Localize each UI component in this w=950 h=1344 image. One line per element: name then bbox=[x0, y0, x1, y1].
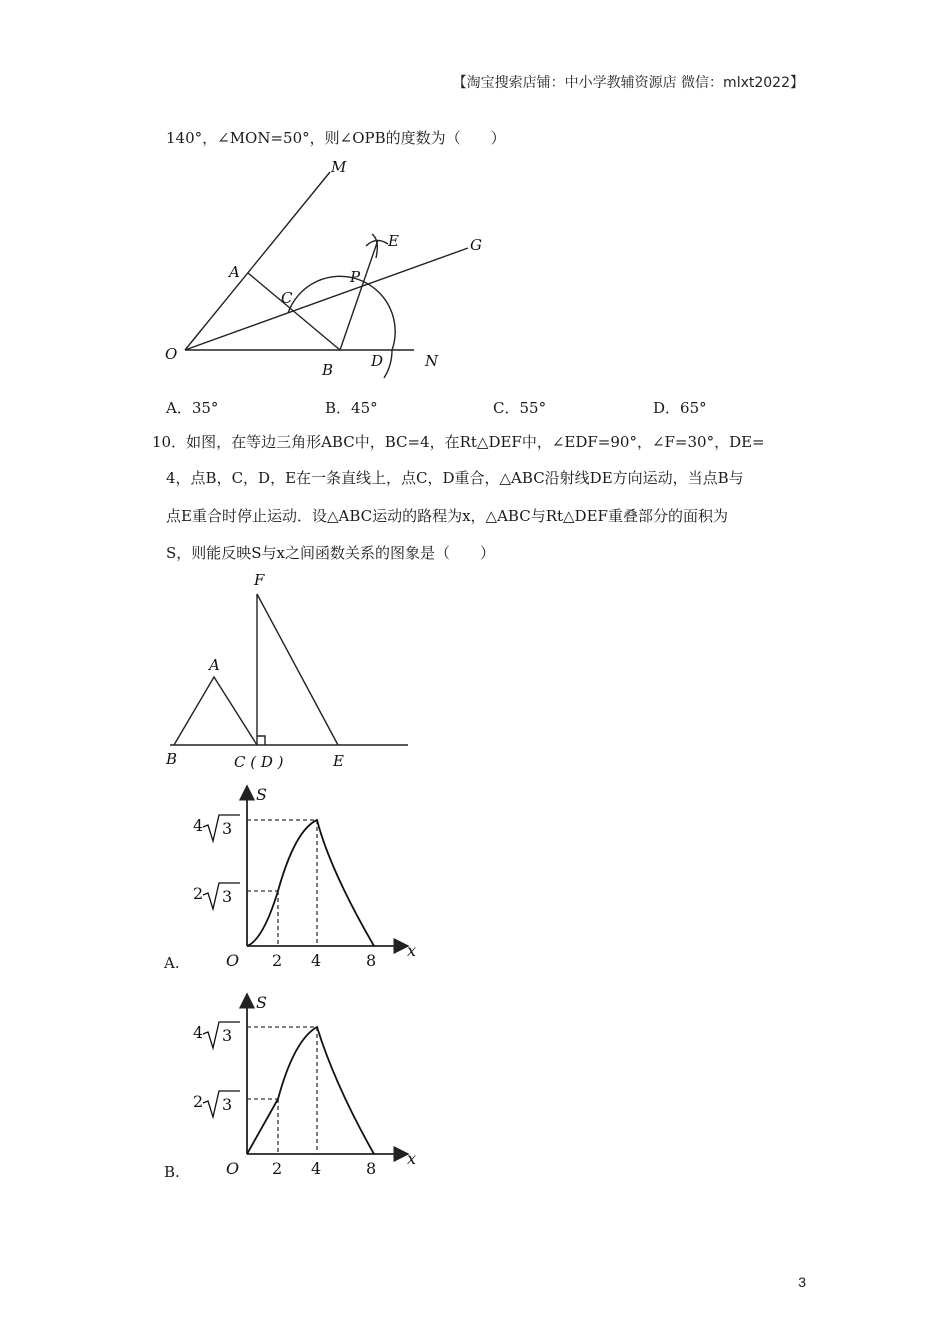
q9-geometry-figure bbox=[150, 150, 510, 380]
axis-label-s: S bbox=[256, 993, 267, 1012]
label-a: A bbox=[229, 263, 240, 281]
y-tick-radicand: 3 bbox=[222, 1026, 233, 1045]
q10-text-line-3: 点E重合时停止运动．设△ABC运动的路程为x，△ABC与Rt△DEF重叠部分的面积为 bbox=[166, 507, 728, 525]
x-tick-label: 2 bbox=[272, 1159, 283, 1178]
y-tick-coef: 4 bbox=[193, 1023, 204, 1042]
q9-choice-b[interactable]: B．45° bbox=[325, 399, 378, 417]
axis-label-x: x bbox=[407, 941, 417, 960]
q9-choice-d[interactable]: D．65° bbox=[653, 399, 707, 417]
label-b: B bbox=[322, 361, 334, 379]
label-g: G bbox=[470, 236, 482, 254]
ray-og bbox=[185, 248, 468, 350]
q10-text-line-2: 4，点B，C，D，E在一条直线上，点C，D重合，△ABC沿射线DE方向运动，当点B与 bbox=[166, 469, 744, 487]
page-number: 3 bbox=[798, 1274, 806, 1290]
x-tick-label: 8 bbox=[366, 1159, 377, 1178]
q10-text-line-1: 10．如图，在等边三角形ABC中，BC=4，在Rt△DEF中，∠EDF=90°，∠F=30°，DE= bbox=[152, 433, 765, 451]
segment-ab bbox=[248, 273, 340, 350]
x-tick-label: 4 bbox=[311, 1159, 322, 1178]
y-tick-radicand: 3 bbox=[222, 1095, 233, 1114]
function-curve bbox=[247, 1027, 374, 1154]
q10-text-line-4: S，则能反映S与x之间函数关系的图象是（ ） bbox=[166, 544, 496, 562]
y-tick-radicand: 3 bbox=[222, 819, 233, 838]
label-a: A bbox=[209, 656, 220, 674]
q10-triangle-figure bbox=[160, 565, 420, 780]
y-tick-coef: 2 bbox=[193, 1092, 204, 1111]
q9-choice-a[interactable]: A．35° bbox=[166, 399, 219, 417]
ray-bp bbox=[340, 240, 378, 350]
label-b: B bbox=[166, 750, 178, 768]
axis-label-x: x bbox=[407, 1149, 417, 1168]
page-header: 【淘宝搜索店铺：中小学教辅资源店 微信：mlxt2022】 bbox=[452, 75, 804, 91]
label-e: E bbox=[333, 752, 344, 770]
q9-choice-c[interactable]: C．55° bbox=[493, 399, 547, 417]
triangle-abc bbox=[174, 677, 257, 745]
x-tick-label: 4 bbox=[311, 951, 322, 970]
y-tick-coef: 4 bbox=[193, 816, 204, 835]
label-m: M bbox=[331, 158, 347, 176]
right-angle-mark bbox=[257, 736, 265, 745]
label-n: N bbox=[425, 352, 439, 370]
q10-graph-b bbox=[185, 988, 425, 1178]
label-c: C bbox=[281, 289, 293, 307]
label-f: F bbox=[254, 571, 265, 589]
function-curve bbox=[247, 820, 374, 946]
label-p: P bbox=[350, 268, 361, 286]
triangle-def bbox=[257, 594, 338, 745]
axis-label-s: S bbox=[256, 785, 267, 804]
q10-option-b-label[interactable]: B. bbox=[164, 1163, 180, 1181]
y-tick-radicand: 3 bbox=[222, 887, 233, 906]
q10-option-a-label[interactable]: A. bbox=[164, 954, 180, 972]
label-cd: C ( D ) bbox=[234, 753, 284, 771]
x-tick-label: 8 bbox=[366, 951, 377, 970]
y-tick-coef: 2 bbox=[193, 884, 204, 903]
q10-graph-a bbox=[185, 780, 425, 970]
origin-label: O bbox=[226, 951, 240, 970]
label-e: E bbox=[388, 232, 399, 250]
x-tick-label: 2 bbox=[272, 951, 283, 970]
label-o: O bbox=[165, 345, 178, 363]
label-d: D bbox=[371, 352, 384, 370]
q9-text-line: 140°，∠MON=50°，则∠OPB的度数为（ ） bbox=[166, 129, 506, 147]
origin-label: O bbox=[226, 1159, 240, 1178]
